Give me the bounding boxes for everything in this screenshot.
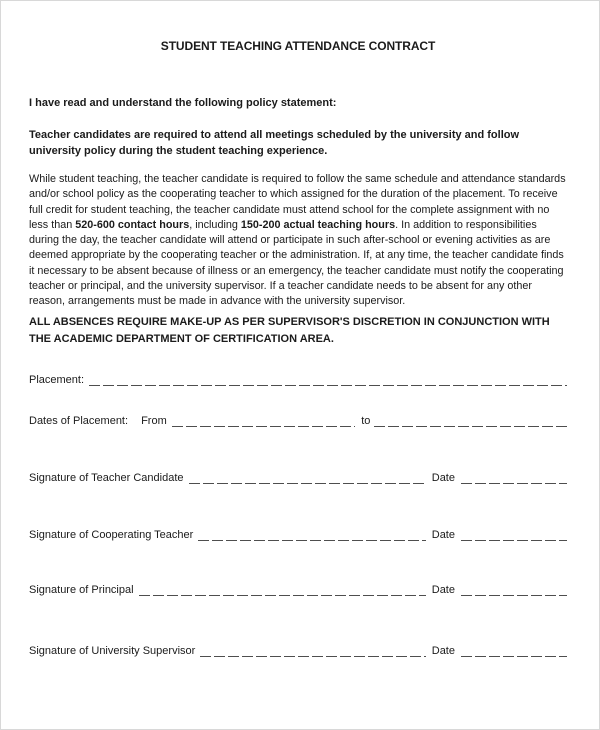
dates-of-placement-label: Dates of Placement: (29, 415, 129, 427)
date-label: Date (431, 529, 455, 541)
from-date-blank-line (172, 417, 355, 427)
date-label: Date (431, 645, 455, 657)
teaching-hours-bold: 150-200 actual teaching hours (240, 218, 396, 231)
date-blank-line (461, 531, 567, 541)
date-label: Date (431, 472, 455, 484)
date-blank-line (461, 474, 567, 484)
absences-notice-paragraph: ALL ABSENCES REQUIRE MAKE-UP AS PER SUPERVISOR'S DISCRETION IN CONJUNCTION WITH THE ACADEMIC DEPARTMENT OF CERTIFICATION AREA. (29, 316, 550, 345)
dates-of-placement-row (29, 412, 567, 428)
signature-blank-line (198, 531, 425, 541)
signature-label: Signature of Cooperating Teacher (29, 529, 194, 541)
policy-body-paragraph (29, 172, 567, 310)
signature-row-principal (29, 581, 567, 597)
date-blank-line (461, 647, 567, 657)
date-blank-line (461, 586, 567, 596)
signature-row-teacher-candidate (29, 469, 567, 485)
contact-hours-bold: 520-600 contact hours (75, 218, 190, 231)
to-date-blank-line (374, 417, 567, 427)
signature-label: Signature of Principal (29, 584, 134, 596)
policy-bold-paragraph: Teacher candidates are required to attend all meetings scheduled by the university and follow university policy during the student teaching experience. (29, 129, 520, 157)
placement-label: Placement: (29, 374, 85, 386)
signature-blank-line (139, 586, 426, 596)
from-label: From (141, 415, 167, 427)
to-label: to (361, 415, 371, 427)
placement-blank-line (89, 376, 567, 386)
signature-blank-line (189, 474, 426, 484)
body-text-segment: . In addition to responsibilities during the day, the teacher candidate will attend or participate in such after-school or evening activities as are deemed appropriate by the cooperating teacher or the administration. If, at any time, the teacher candidate finds it necessary to be absent because of illness or an emergency, the teacher candidate must notify the cooperating teacher or principal, and the university supervisor. If a teacher candidate needs to be absent for any other reason, arrangements must be made in advance with the university supervisor. (29, 218, 564, 308)
date-label: Date (431, 584, 455, 596)
page-title: STUDENT TEACHING ATTENDANCE CONTRACT (160, 39, 436, 53)
body-text-segment: , including (189, 218, 241, 231)
placement-row (29, 371, 567, 387)
signature-label: Signature of Teacher Candidate (29, 472, 184, 484)
body-text-segment: While student teaching, the teacher candidate is required to follow the same schedule and attendance standards and/or school policy as the cooperating teacher to which assigned for the duration of the placement. To receive full credit for student teaching, the teacher candidate must attend school for the complete assignment with no less than (29, 173, 566, 231)
signature-row-cooperating-teacher (29, 526, 567, 542)
signature-label: Signature of University Supervisor (29, 645, 196, 657)
signature-blank-line (200, 647, 425, 657)
intro-statement: I have read and understand the following policy statement: (29, 97, 337, 109)
signature-row-university-supervisor (29, 642, 567, 658)
